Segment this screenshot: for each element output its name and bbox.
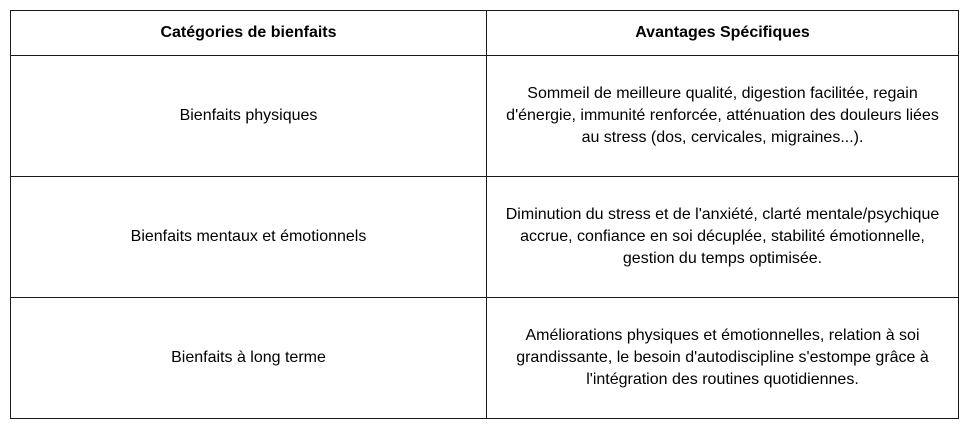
- benefits-cell: Améliorations physiques et émotionnelles, relation à soi grandissante, le besoin d'autodiscipline s'estompe grâce à l'intégration des routines quotidiennes.: [487, 298, 959, 419]
- header-benefits: Avantages Spécifiques: [487, 11, 959, 56]
- category-cell: Bienfaits physiques: [11, 56, 487, 177]
- table-row: [11, 177, 959, 298]
- category-cell: Bienfaits mentaux et émotionnels: [11, 177, 487, 298]
- benefits-cell: Diminution du stress et de l'anxiété, clarté mentale/psychique accrue, confiance en soi décuplée, stabilité émotionnelle, gestion du temps optimisée.: [487, 177, 959, 298]
- table-row: [11, 56, 959, 177]
- table-header-row: [11, 11, 959, 56]
- table-row: [11, 298, 959, 419]
- header-categories: Catégories de bienfaits: [11, 11, 487, 56]
- benefits-cell: Sommeil de meilleure qualité, digestion facilitée, regain d'énergie, immunité renforcée, atténuation des douleurs liées au stress (dos, cervicales, migraines...).: [487, 56, 959, 177]
- benefits-table: [10, 10, 959, 419]
- category-cell: Bienfaits à long terme: [11, 298, 487, 419]
